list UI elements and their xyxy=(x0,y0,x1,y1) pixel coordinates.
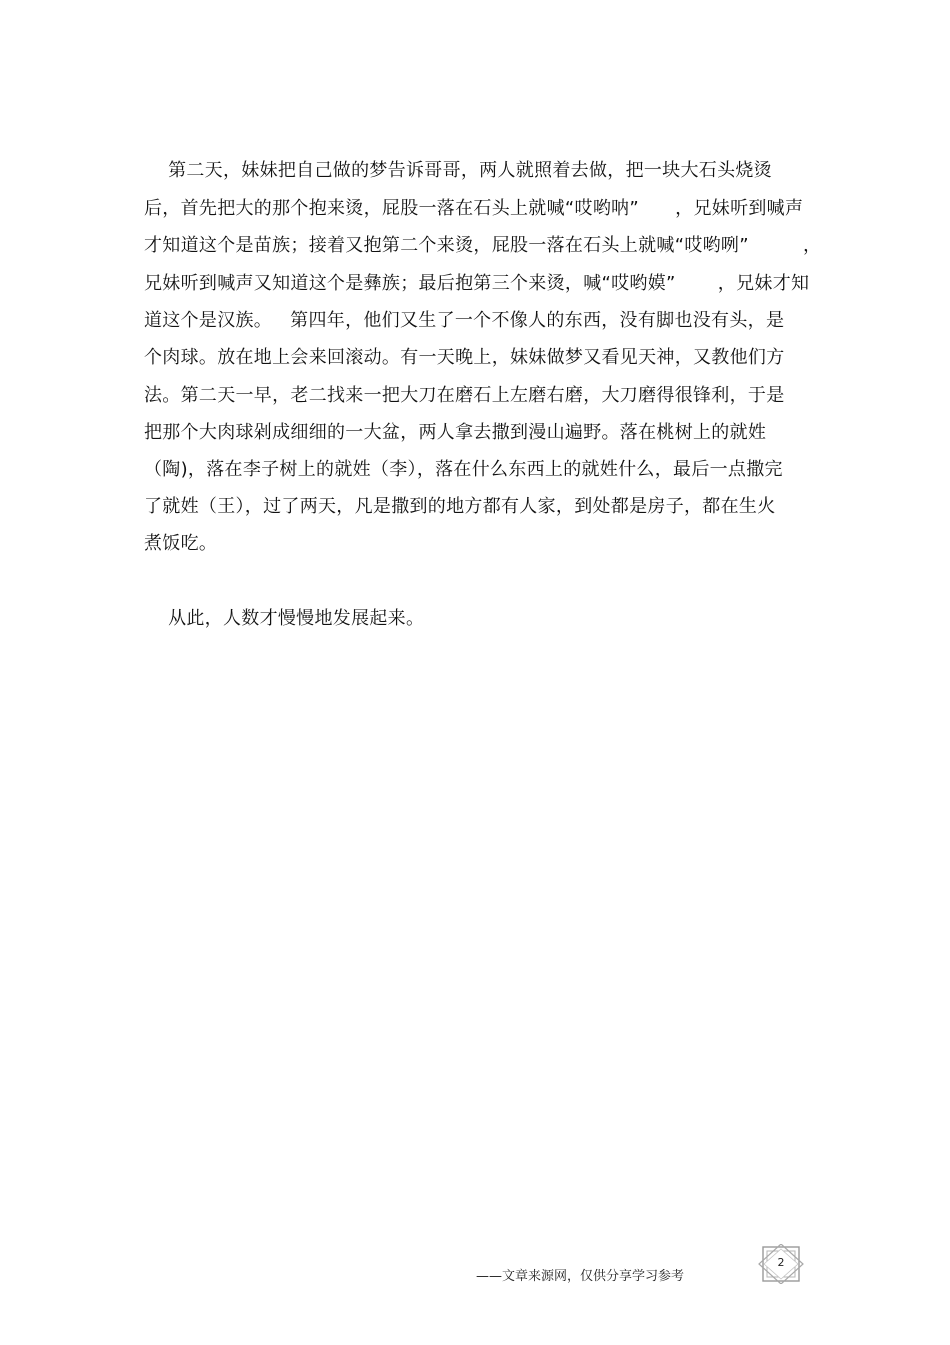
page-number-badge xyxy=(757,1244,805,1284)
paragraph-line-2: 后，首先把大的那个抱来烫，屁股一落在石头上就喊“哎哟呐” ，兄妹听到喊声 xyxy=(144,198,804,219)
paragraph-line-4: 兄妹听到喊声又知道这个是彝族；最后抱第三个来烫，喊“哎哟嫫” ，兄妹才知 xyxy=(144,273,810,294)
paragraph-line-1: 第二天，妹妹把自己做的梦告诉哥哥，两人就照着去做，把一块大石头烧烫 xyxy=(144,160,772,181)
page-number: 2 xyxy=(777,1256,785,1269)
paragraph-line-8: 把那个大肉球剁成细细的一大盆，两人拿去撒到漫山遍野。落在桃树上的就姓 xyxy=(144,422,767,443)
paragraph-line-12: 从此，人数才慢慢地发展起来。 xyxy=(144,608,425,629)
paragraph-line-6: 个肉球。放在地上会来回滚动。有一天晚上，妹妹做梦又看见天神，又教他们方 xyxy=(144,347,785,368)
paragraph-line-10: 了就姓（王），过了两天，凡是撒到的地方都有人家，到处都是房子，都在生火 xyxy=(144,496,776,517)
paragraph-line-5: 道这个是汉族。 第四年，他们又生了一个不像人的东西，没有脚也没有头，是 xyxy=(144,310,785,331)
paragraph-line-9: （陶)，落在李子树上的就姓（李），落在什么东西上的就姓什么，最后一点撒完 xyxy=(144,459,783,480)
paragraph-line-3: 才知道这个是苗族；接着又抱第二个来烫，屁股一落在石头上就喊“哎哟咧” ， xyxy=(144,235,822,256)
footer-source-note: ——文章来源网，仅供分享学习参考 xyxy=(476,1269,685,1284)
paragraph-line-11: 煮饭吃。 xyxy=(144,533,218,554)
paragraph-line-7: 法。第二天一早，老二找来一把大刀在磨石上左磨右磨，大刀磨得很锋利，于是 xyxy=(144,385,785,406)
